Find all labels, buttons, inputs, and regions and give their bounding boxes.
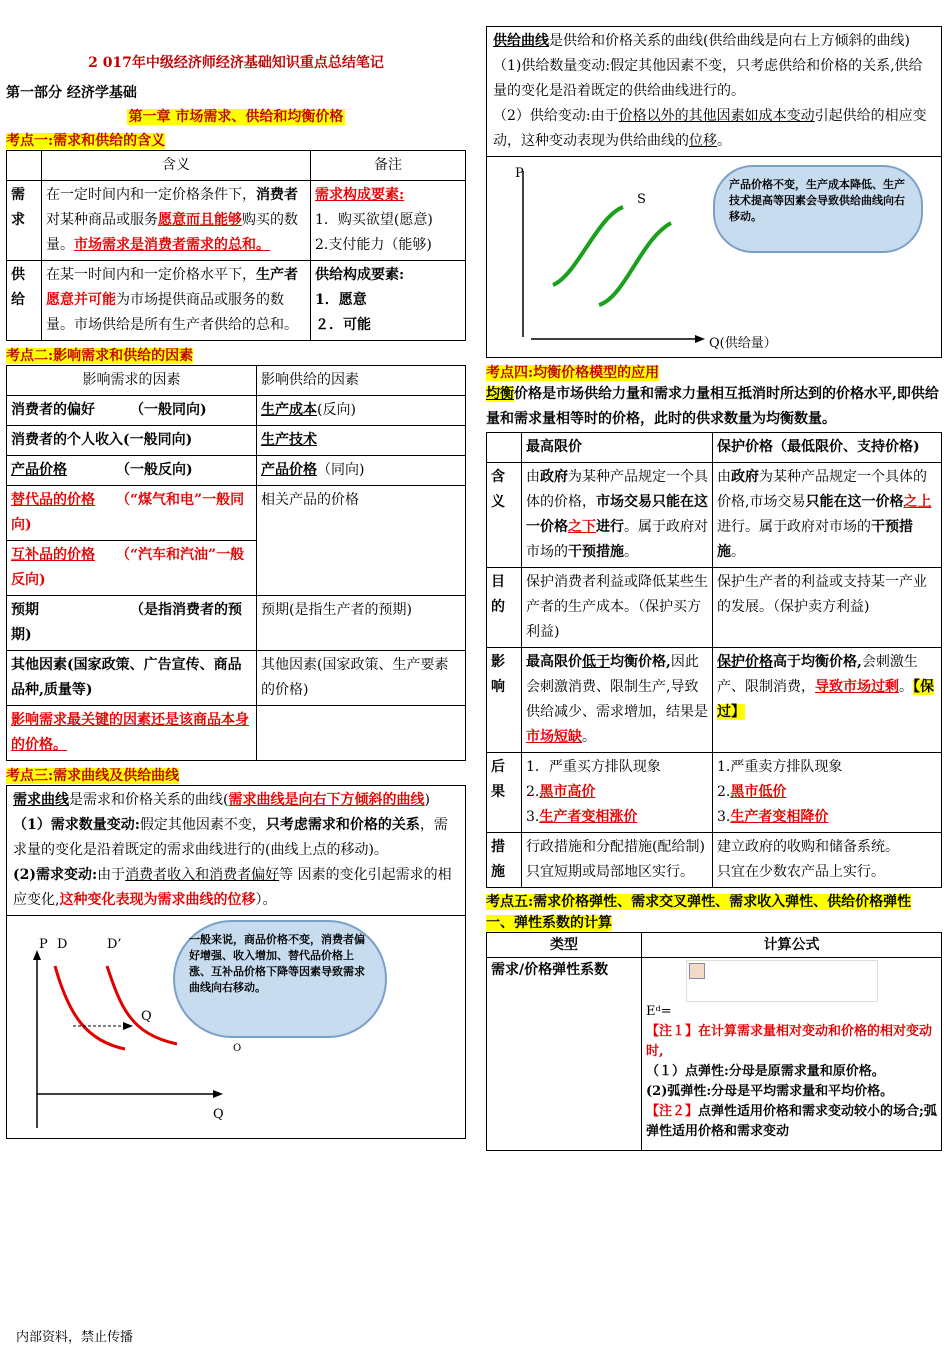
supply-curve-s <box>553 207 623 285</box>
supply-curve-graph <box>486 157 942 358</box>
supply-definition: 在某一时间内和一定价格水平下，生产者愿意并可能为市场提供商品或服务的数量。市场供给是所有生产者供给的总和。 <box>42 261 311 341</box>
demand-graph-d-prime-label: D’ <box>107 937 122 952</box>
supply-x-arrow <box>695 335 705 343</box>
table-row: 产品价格 （一般反向) 产品价格（同向) <box>7 456 466 486</box>
table-row: 目的 保护消费者利益或降低某些生产者的生产成本。（保护买方利益) 保护生产者的利益或支持某一产业的发展。（保护卖方利益) <box>487 568 942 648</box>
demand-graph-o-label: O <box>233 1043 242 1054</box>
demand-bubble: 一般来说，商品价格不变，消费者偏好增强、收入增加、替代品价格上涨、互补品价格下降等因素导致需求曲线向右移动。 <box>173 920 387 1038</box>
kp2-head-supply: 影响供给的因素 <box>257 366 466 396</box>
table-row: 替代品的价格 （“煤气和电”一般同向) 相关产品的价格 <box>7 486 466 541</box>
demand-curve-graph <box>6 916 466 1139</box>
kp5-subtitle: 一、弹性系数的计算 <box>486 915 612 931</box>
doc-title: 2 017年中级经济师经济基础知识重点总结笔记 <box>88 55 384 71</box>
demand-graph-q2-label: Q <box>213 1107 224 1122</box>
supply-label: 供给 <box>7 261 42 341</box>
kp5-title: 考点五:需求价格弹性、需求交叉弹性、需求收入弹性、供给价格弹性 <box>486 894 912 910</box>
left-column <box>6 0 466 1139</box>
kp5-table <box>486 932 942 1151</box>
table-row: 预期 （是指消费者的预期) 预期(是指生产者的预期) <box>7 596 466 651</box>
demand-shift-arrow <box>123 1022 133 1030</box>
kp4-head-min: 保护价格（最低限价、支持价格) <box>713 433 942 463</box>
demand-note: 需求构成要素: 1．购买欲望(愿意) 2.支付能力（能够) <box>311 181 466 261</box>
kp4-table <box>486 432 942 888</box>
table-row: 消费者的偏好 （一般同向) 生产成本(反向) <box>7 396 466 426</box>
table-row: 后果 1．严重买方排队现象 2.黑市高价 3.生产者变相涨价 1.严重卖方排队现象 2.黑市低价 3.生产者变相降价 <box>487 753 942 833</box>
kp3-title: 考点三:需求曲线及供给曲线 <box>6 768 180 784</box>
kp4-intro: 均衡价格是市场供给力量和需求力量相互抵消时所达到的价格水平,即供给量和需求量相等时的价格，此时的供求数量为均衡数量。 <box>486 386 939 427</box>
part-title: 第一部分 经济学基础 <box>6 85 137 101</box>
broken-image-icon <box>689 963 705 979</box>
table-row: 消费者的个人收入(一般同向) 生产技术 <box>7 426 466 456</box>
table-row: 措施 行政措施和分配措施(配给制) 只宜短期或局部地区实行。 建立政府的收购和储备系统。 只宜在少数农产品上实行。 <box>487 833 942 888</box>
kp2-head-demand: 影响需求的因素 <box>7 366 257 396</box>
supply-graph-q-label: Q(供给量） <box>709 336 777 351</box>
table-row: 影响需求最关键的因素还是该商品本身的价格。 <box>7 706 466 761</box>
kp1-title: 考点一:需求和供给的含义 <box>6 133 166 149</box>
kp1-head-note: 备注 <box>311 151 466 181</box>
kp2-table <box>6 365 466 761</box>
table-row: 互补品的价格 （“汽车和汽油”一般反向) <box>7 541 466 596</box>
demand-label: 需求 <box>7 181 42 261</box>
right-column <box>486 0 942 1151</box>
demand-definition: 在一定时间内和一定价格条件下，消费者对某种商品或服务愿意而且能够购买的数量。市场需求是消费者需求的总和。 <box>42 181 311 261</box>
supply-graph-p-label: P <box>515 166 524 181</box>
demand-graph-d-label: D <box>57 937 68 952</box>
demand-graph-q-label: Q <box>141 1009 152 1024</box>
kp2-title: 考点二:影响需求和供给的因素 <box>6 348 194 364</box>
table-row: 其他因素(国家政策、广告宣传、商品品种,质量等) 其他因素(国家政策、生产要素的价格) <box>7 651 466 706</box>
table-row: 需求/价格弹性系数 Eᵈ= 【注１】在计算需求量相对变动和价格的相对变动时, （１）点弹性:分母是原需求量和原价格。 (2)弧弹性:分母是平均需求量和平均价格。 【注２】点弹性适用价格和需求变动较小的场合;弧弹性适用价格和需求变动 <box>487 958 942 1151</box>
supply-curve-s-prime <box>599 223 671 305</box>
kp1-head-meaning: 含义 <box>42 151 311 181</box>
supply-curve-text: 供给曲线是供给和价格关系的曲线(供给曲线是向右上方倾斜的曲线) （1)供给数量变动:假定其他因素不变，只考虑供给和价格的关系,供给量的变化是沿着既定的供给曲线进行的。 （2）供给变动:由于价格以外的其他因素如成本变动引起供给的相应变动，这种变动表现为供给曲线的位移。 <box>486 26 942 157</box>
kp5-head-formula: 计算公式 <box>642 933 942 958</box>
supply-bubble: 产品价格不变，生产成本降低、生产技术提高等因素会导致供给曲线向右移动。 <box>713 165 923 253</box>
table-row: 影响 最高限价低于均衡价格,因此会刺激消费、限制生产,导致供给减少、需求增加，结果是市场短缺。 保护价格高于均衡价格,会刺激生产、限制消费，导致市场过剩。【保过】 <box>487 648 942 753</box>
kp5-head-type: 类型 <box>487 933 642 958</box>
chapter-title: 第一章 市场需求、供给和均衡价格 <box>128 109 344 125</box>
demand-curve-text: 需求曲线是需求和价格关系的曲线(需求曲线是向右下方倾斜的曲线) （1）需求数量变动:假定其他因素不变，只考虑需求和价格的关系，需求量的变化是沿着既定的需求曲线进行的(曲线上点的移动)。 (2)需求变动:由于消费者收入和消费者偏好等 因素的变化引起需求的相应变化,这种变化表现为需求曲线的位移）。 <box>6 785 466 916</box>
demand-curve-d <box>55 966 125 1049</box>
supply-graph-s-label: S <box>637 192 646 207</box>
footer-note: 内部资料，禁止传播 <box>16 1330 134 1345</box>
kp1-table <box>6 150 466 341</box>
table-row <box>7 261 466 341</box>
demand-x-arrow <box>213 1090 223 1098</box>
formula-image-placeholder <box>686 960 878 1002</box>
kp4-title: 考点四:均衡价格模型的应用 <box>486 365 660 381</box>
table-row: 含义 由政府为某种产品规定一个具体的价格，市场交易只能在这一价格之下进行。属于政府对市场的干预措施。 由政府为某种产品规定一个具体的价格,市场交易只能在这一价格之上进行。属于政府对市场的干预措施。 <box>487 463 942 568</box>
kp4-head-max: 最高限价 <box>522 433 713 463</box>
demand-graph-p-label: P <box>39 937 48 952</box>
table-row <box>7 181 466 261</box>
supply-note: 供给构成要素: 1．愿意 ２．可能 <box>311 261 466 341</box>
